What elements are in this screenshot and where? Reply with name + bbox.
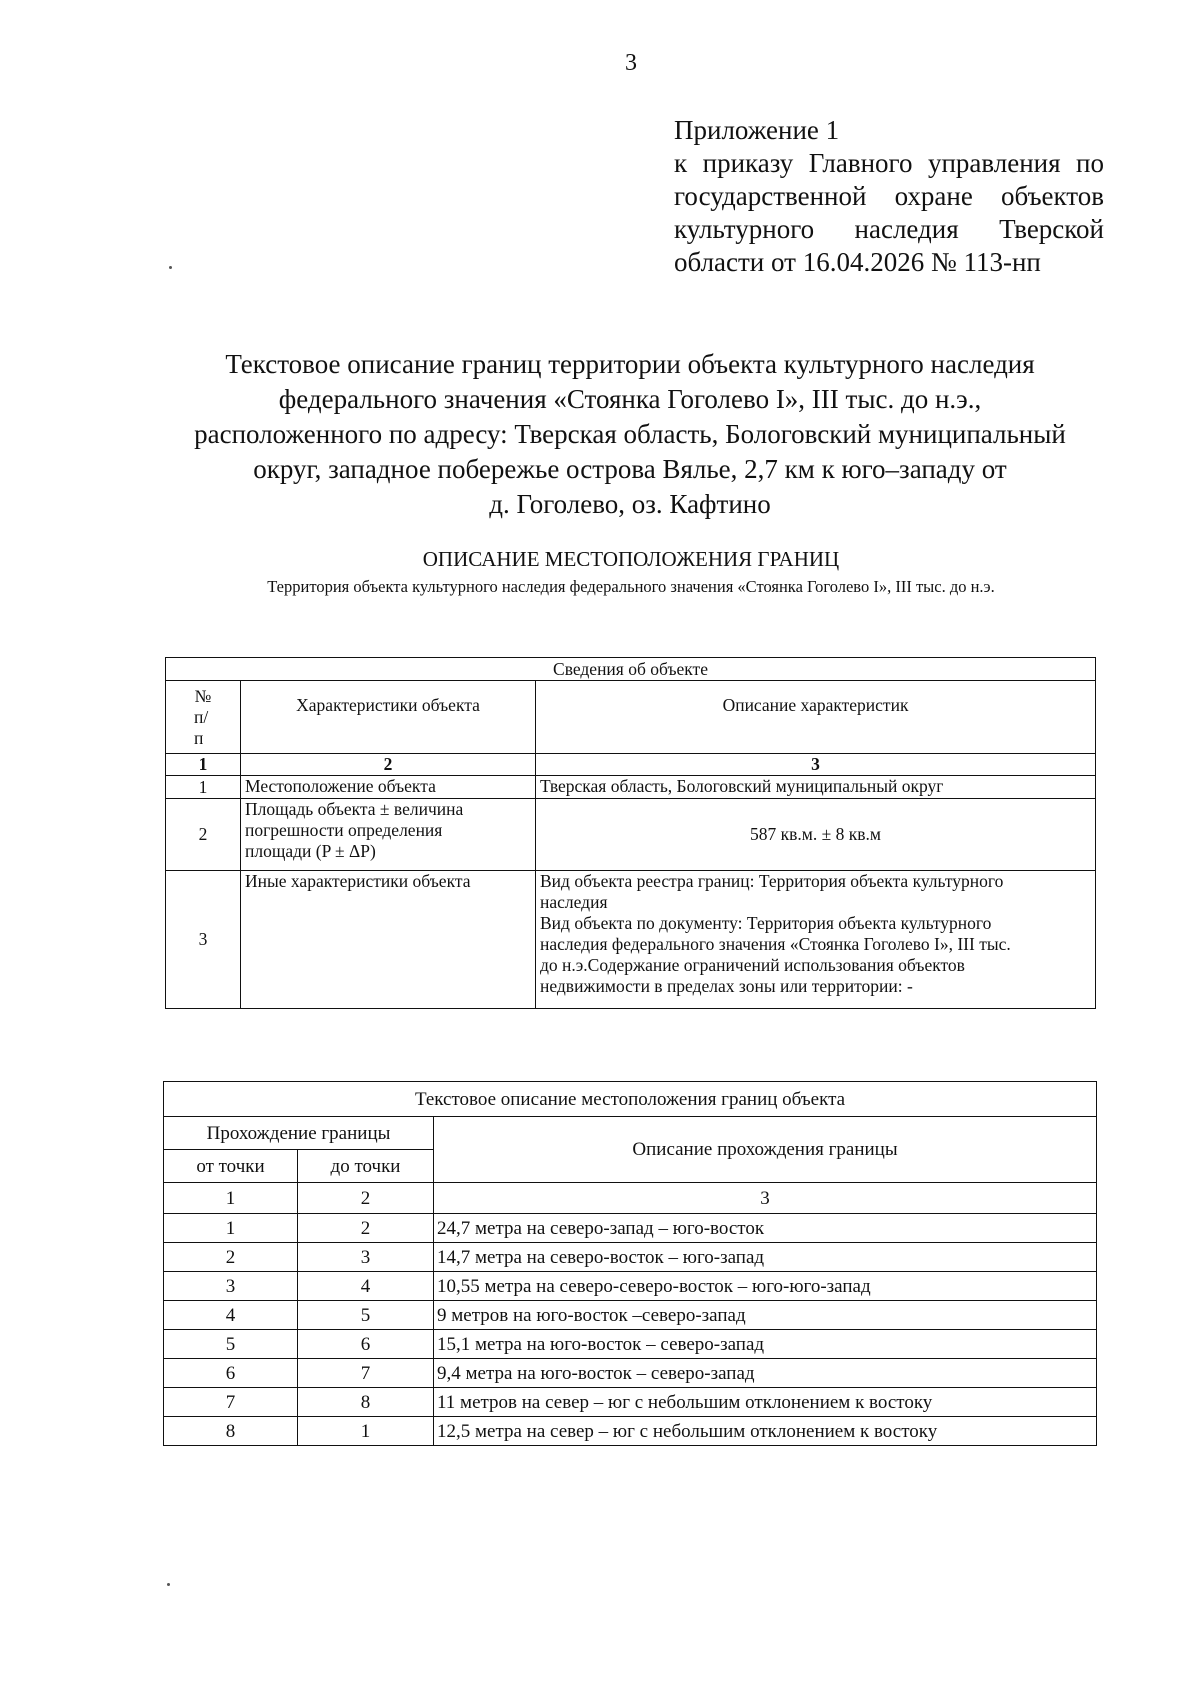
column-header-characteristics: Характеристики объекта [241, 681, 536, 754]
boundary-description: 24,7 метра на северо-запад – юго-восток [434, 1214, 1097, 1243]
boundary-description: 9,4 метра на юго-восток – северо-запад [434, 1359, 1097, 1388]
from-point: 6 [164, 1359, 298, 1388]
table-caption: Сведения об объекте [166, 658, 1096, 681]
appendix-line: государственной охране объектов [674, 181, 1104, 211]
document-title [150, 347, 1110, 522]
column-number: 1 [166, 754, 241, 776]
appendix-line: к приказу Главного управления по [674, 148, 1104, 178]
from-point: 1 [164, 1214, 298, 1243]
column-header-description: Описание характеристик [536, 681, 1096, 754]
title-line: федерального значения «Стоянка Гоголево I», III тыс. до н.э., [278, 384, 982, 414]
to-point: 4 [298, 1272, 434, 1301]
to-point: 3 [298, 1243, 434, 1272]
to-point: 6 [298, 1330, 434, 1359]
to-point: 8 [298, 1388, 434, 1417]
cell-line: до н.э.Содержание ограничений использования объектов [540, 955, 965, 975]
appendix-line: области от 16.04.2026 № 113-нп [674, 247, 1041, 277]
row-characteristic [241, 799, 536, 871]
column-number: 2 [241, 754, 536, 776]
column-header-number [166, 681, 241, 754]
to-point: 7 [298, 1359, 434, 1388]
cell-line: Вид объекта по документу: Территория объекта культурного [540, 913, 992, 933]
cell-line: недвижимости в пределах зоны или территории: - [540, 976, 913, 996]
section-subtitle: Территория объекта культурного наследия федерального значения «Стоянка Гоголево I», III тыс. до н.э. [267, 577, 995, 596]
column-number: 3 [434, 1183, 1097, 1214]
section-title: ОПИСАНИЕ МЕСТОПОЛОЖЕНИЯ ГРАНИЦ [422, 547, 840, 571]
table-row [164, 1388, 1097, 1417]
row-description [536, 871, 1096, 1009]
boundary-description: 15,1 метра на юго-восток – северо-запад [434, 1330, 1097, 1359]
from-point: 7 [164, 1388, 298, 1417]
row-characteristic: Иные характеристики объекта [241, 871, 536, 1009]
from-point: 2 [164, 1243, 298, 1272]
title-line: д. Гоголево, оз. Кафтино [489, 489, 771, 519]
row-number: 3 [166, 871, 241, 1009]
scan-speck [169, 266, 172, 269]
table-row [164, 1301, 1097, 1330]
table-row [164, 1417, 1097, 1446]
cell-line: Вид объекта реестра границ: Территория объекта культурного [540, 871, 1004, 891]
column-header-description: Описание прохождения границы [434, 1117, 1097, 1183]
title-line: расположенного по адресу: Тверская область, Бологовский муниципальный [194, 419, 1066, 449]
row-number: 2 [166, 799, 241, 871]
title-line: округ, западное побережье острова Вялье, 2,7 км к юго–западу от [253, 454, 1007, 484]
column-header-to: до точки [298, 1150, 434, 1183]
table-row [166, 776, 1096, 799]
appendix-line: Приложение 1 [674, 115, 840, 145]
from-point: 5 [164, 1330, 298, 1359]
row-description: 587 кв.м. ± 8 кв.м [536, 799, 1096, 871]
row-characteristic: Местоположение объекта [241, 776, 536, 799]
header-line: № [194, 685, 212, 706]
column-header-passage: Прохождение границы [164, 1117, 434, 1150]
boundary-description: 11 метров на север – юг с небольшим отклонением к востоку [434, 1388, 1097, 1417]
scan-speck [167, 1583, 170, 1586]
boundary-table [163, 1081, 1097, 1446]
header-line: п/ [194, 706, 209, 727]
to-point: 1 [298, 1417, 434, 1446]
column-header-from: от точки [164, 1150, 298, 1183]
boundary-description: 10,55 метра на северо-северо-восток – юго-юго-запад [434, 1272, 1097, 1301]
table-row [164, 1214, 1097, 1243]
boundary-description: 12,5 метра на север – юг с небольшим отклонением к востоку [434, 1417, 1097, 1446]
to-point: 2 [298, 1214, 434, 1243]
row-description: Тверская область, Бологовский муниципальный округ [536, 776, 1096, 799]
header-line: п [194, 727, 204, 748]
cell-line: площади (P ± ΔP) [245, 841, 376, 861]
table-row [164, 1243, 1097, 1272]
page-number: 3 [625, 50, 637, 76]
cell-line: наследия федерального значения «Стоянка Гоголево I», III тыс. [540, 934, 1011, 954]
title-line: Текстовое описание границ территории объекта культурного наследия [225, 349, 1035, 379]
column-number: 3 [536, 754, 1096, 776]
cell-line: наследия [540, 892, 608, 912]
cell-line: погрешности определения [245, 820, 443, 840]
table-row [166, 799, 1096, 871]
row-number: 1 [166, 776, 241, 799]
table-row [164, 1330, 1097, 1359]
from-point: 8 [164, 1417, 298, 1446]
to-point: 5 [298, 1301, 434, 1330]
from-point: 4 [164, 1301, 298, 1330]
cell-line: Площадь объекта ± величина [245, 799, 464, 819]
column-number: 1 [164, 1183, 298, 1214]
appendix-line: культурного наследия Тверской [674, 214, 1104, 244]
table-row [164, 1272, 1097, 1301]
boundary-description: 9 метров на юго-восток –северо-запад [434, 1301, 1097, 1330]
boundary-description: 14,7 метра на северо-восток – юго-запад [434, 1243, 1097, 1272]
table-caption: Текстовое описание местоположения границ объекта [164, 1082, 1097, 1117]
appendix-header [674, 114, 1104, 279]
from-point: 3 [164, 1272, 298, 1301]
object-info-table [165, 657, 1096, 1009]
column-number: 2 [298, 1183, 434, 1214]
table-row [164, 1359, 1097, 1388]
table-row [166, 871, 1096, 1009]
